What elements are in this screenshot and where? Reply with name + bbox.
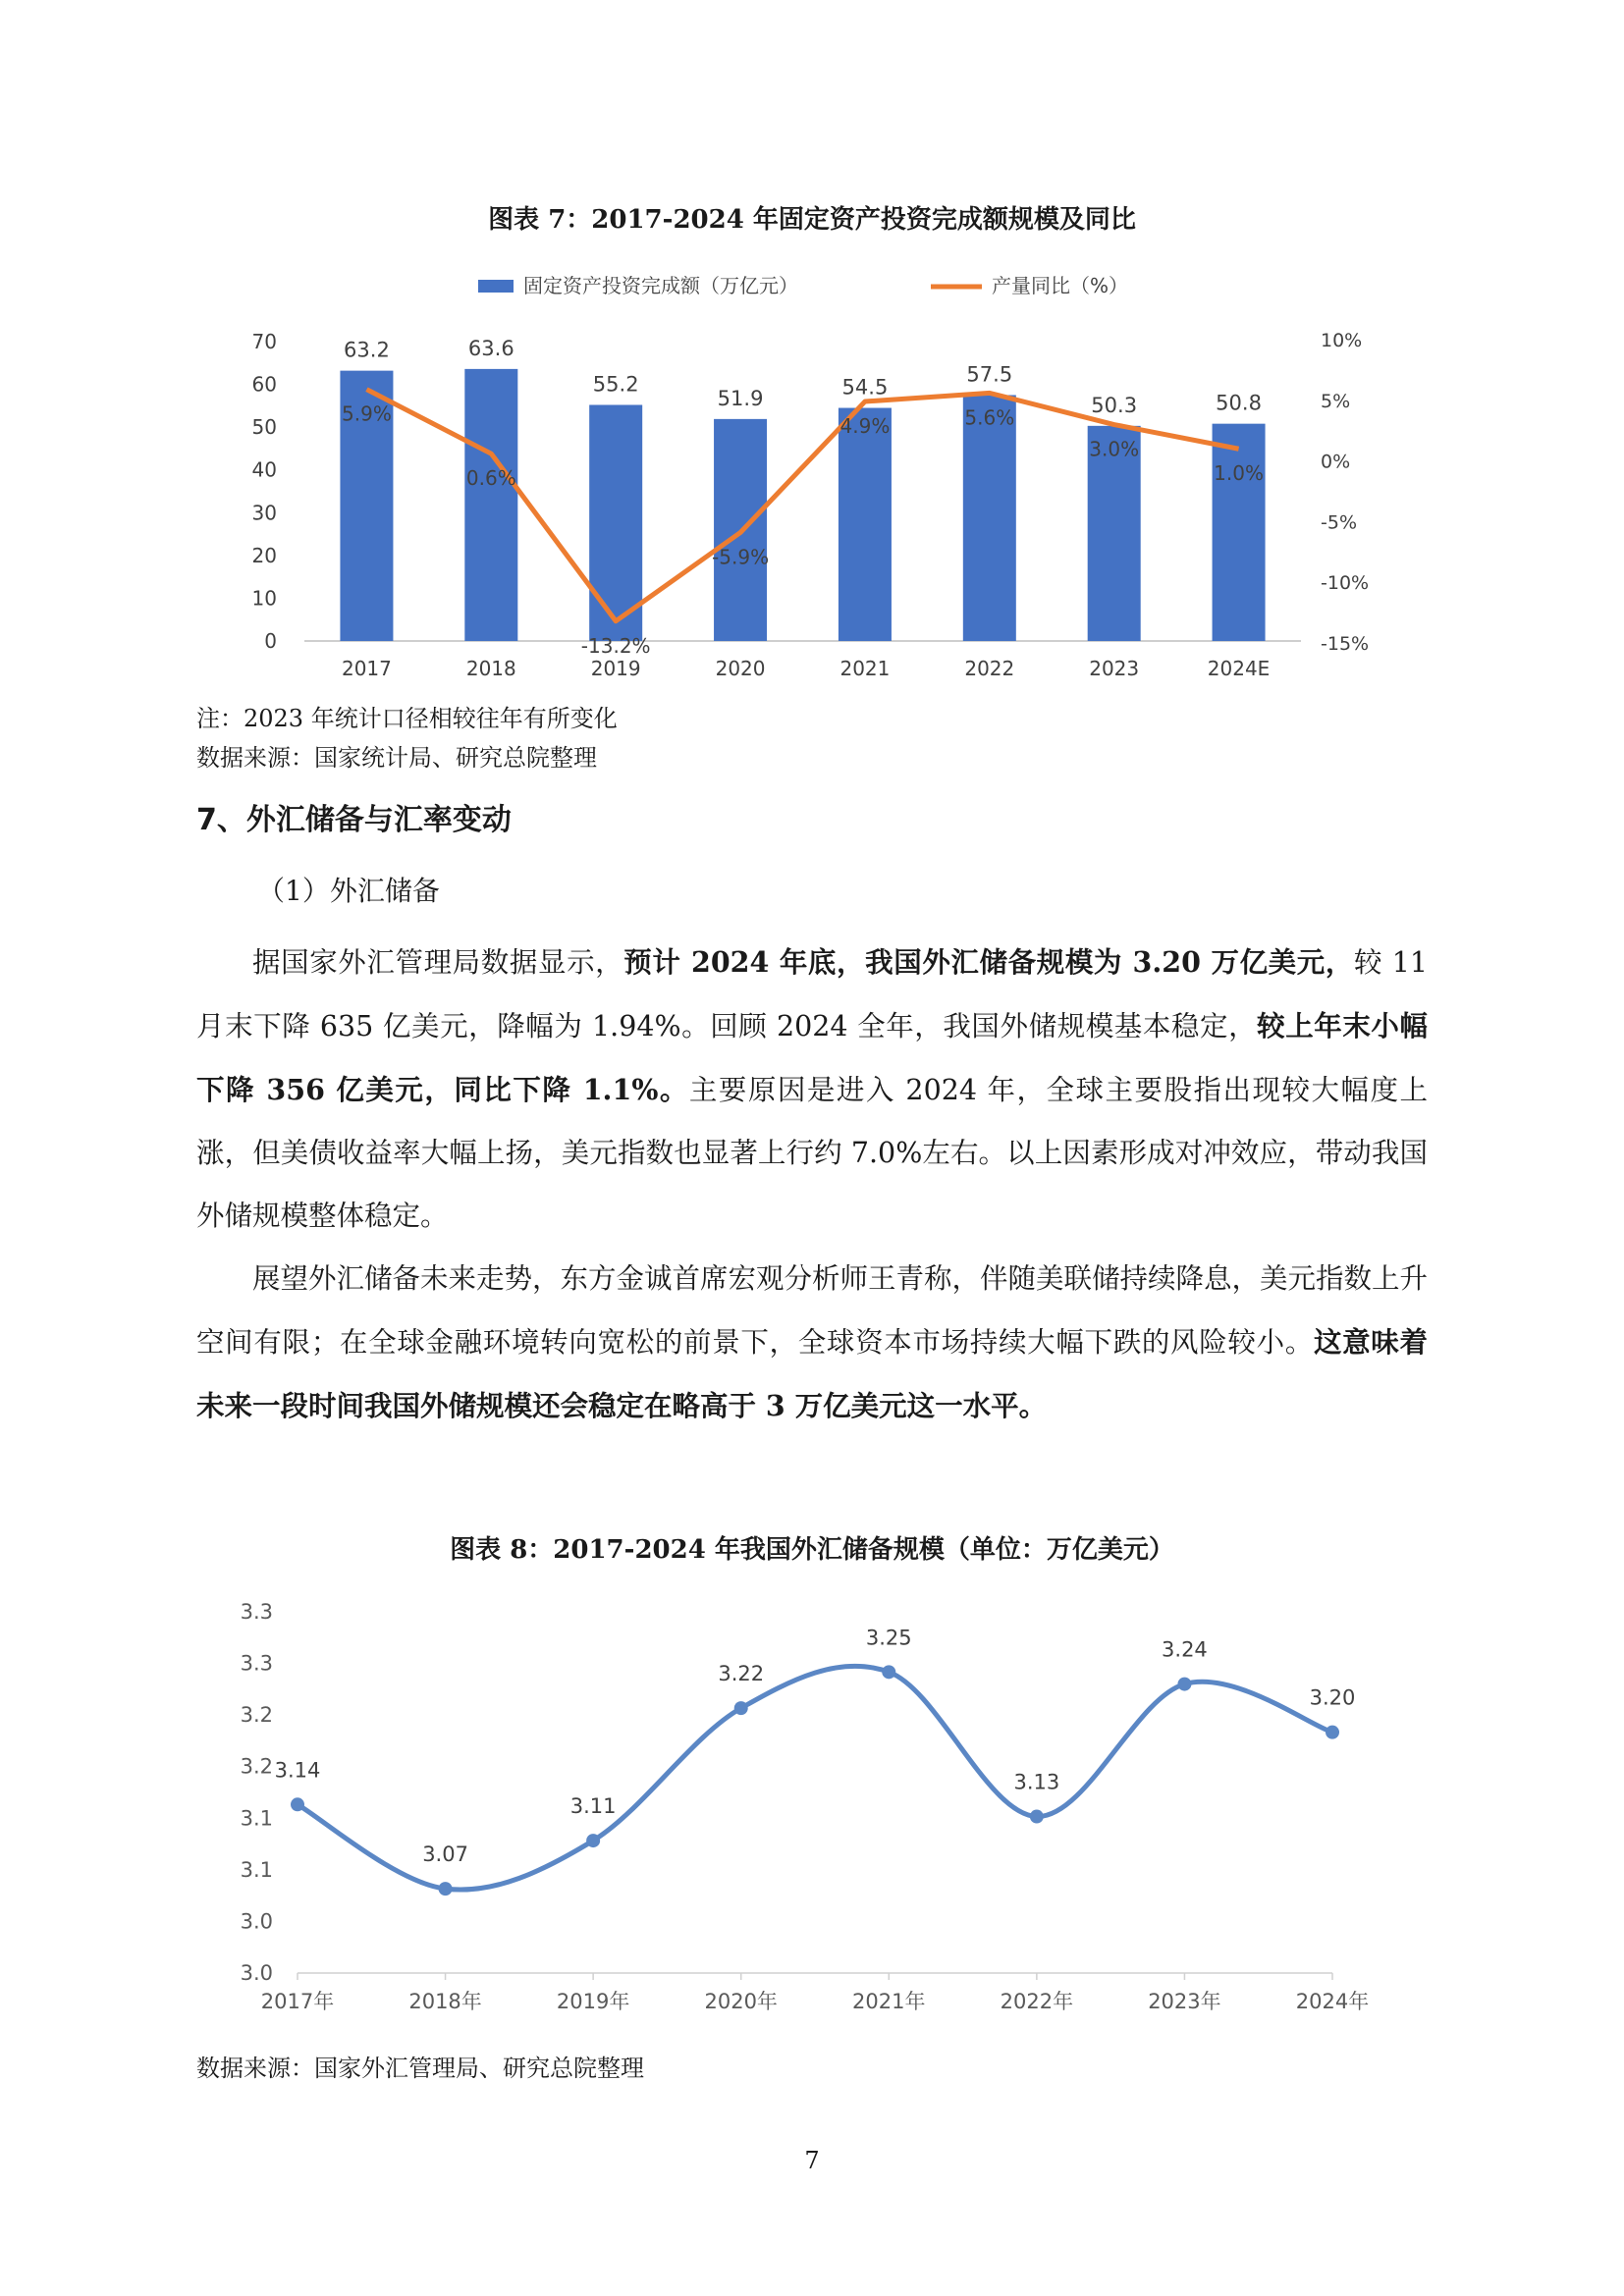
y2-tick-label: 10% <box>1321 330 1363 351</box>
x-tick-label: 2019年 <box>556 1990 630 2013</box>
y2-tick-label: -10% <box>1321 572 1370 595</box>
chart7-investment-chart <box>0 255 1624 697</box>
text-run: 据国家外汇管理局数据显示， <box>252 946 624 979</box>
x-tick-label: 2022年 <box>1000 1990 1074 2013</box>
bar-value-label: 63.6 <box>467 336 514 360</box>
line-value-label: 0.6% <box>465 466 516 491</box>
legend-bar-swatch <box>478 280 514 293</box>
x-tick-label: 2024E <box>1207 657 1271 680</box>
y2-tick-label: 0% <box>1321 451 1351 473</box>
bar-2021 <box>839 408 892 641</box>
bar-value-label: 54.5 <box>841 375 889 400</box>
point-value-label: 3.22 <box>718 1662 765 1686</box>
line-value-label: -13.2% <box>580 633 651 658</box>
point-value-label: 3.11 <box>569 1794 617 1819</box>
legend-line-label: 产量同比（%） <box>992 274 1129 297</box>
bar-value-label: 55.2 <box>592 372 639 397</box>
paragraph-2 <box>196 1248 1428 1438</box>
data-point <box>1326 1726 1339 1739</box>
line-value-label: 1.0% <box>1214 461 1264 486</box>
y-tick-label: 20 <box>251 543 277 567</box>
y-tick-label: 70 <box>251 330 277 353</box>
y-tick-label: 3.0 <box>240 1909 273 1934</box>
line-value-label: 3.0% <box>1089 437 1140 461</box>
section-heading: 7、外汇储备与汇率变动 <box>196 803 512 837</box>
x-tick-label: 2021年 <box>852 1990 926 2013</box>
x-tick-label: 2021 <box>839 657 891 680</box>
text-run: 预计 2024 年底，我国外汇储备规模为 3.20 万亿美元， <box>623 945 1354 979</box>
line-value-label: 5.9% <box>342 401 392 426</box>
x-tick-label: 2019 <box>590 657 641 680</box>
y-tick-label: 3.1 <box>240 1806 273 1831</box>
chart7-note: 注：2023 年统计口径相较往年有所变化 <box>196 705 618 732</box>
y-tick-label: 60 <box>251 372 277 397</box>
y-tick-label: 0 <box>264 629 277 653</box>
bar-value-label: 50.8 <box>1216 391 1262 415</box>
x-tick-label: 2024年 <box>1295 1990 1370 2013</box>
bar-value-label: 51.9 <box>717 386 764 410</box>
point-value-label: 3.20 <box>1309 1685 1356 1710</box>
y-tick-label: 3.3 <box>240 1600 273 1624</box>
section-subheading: （1）外汇储备 <box>257 875 440 907</box>
y-tick-label: 3.2 <box>240 1754 273 1779</box>
x-tick-label: 2023 <box>1089 657 1140 680</box>
y-tick-label: 3.2 <box>240 1703 273 1728</box>
x-tick-label: 2018 <box>465 657 516 680</box>
y-tick-label: 3.0 <box>240 1961 273 1985</box>
point-value-label: 3.24 <box>1162 1637 1208 1662</box>
x-tick-label: 2017 <box>341 657 392 680</box>
bar-2018 <box>464 369 517 641</box>
y-tick-label: 10 <box>251 586 277 611</box>
bar-value-label: 63.2 <box>344 338 390 362</box>
text-run: 较上年末小幅下降 356 亿美元，同比下降 1.1%。 <box>196 1009 1428 1106</box>
data-point <box>1177 1678 1191 1691</box>
y-tick-label: 3.3 <box>240 1651 273 1676</box>
y2-tick-label: -15% <box>1321 633 1370 655</box>
text-run: 展望外汇储备未来走势，东方金诚首席宏观分析师王青称，伴随美联储持续降息，美元指数上升空间有限；在全球金融环境转向宽松的前景下，全球资本市场持续大幅下跌的风险较小。 <box>196 1262 1429 1359</box>
data-point <box>1030 1810 1044 1824</box>
point-value-label: 3.07 <box>422 1842 468 1867</box>
x-tick-label: 2020年 <box>704 1990 778 2013</box>
chart8-fx-reserve-chart <box>0 1580 1624 2022</box>
x-tick-label: 2018年 <box>408 1990 482 2013</box>
line-value-label: 5.6% <box>964 405 1015 430</box>
chart7-source: 数据来源：国家统计局、研究总院整理 <box>196 744 597 772</box>
legend-bar-label: 固定资产投资完成额（万亿元） <box>523 274 798 297</box>
x-tick-label: 2023年 <box>1148 1990 1221 2013</box>
data-point <box>882 1665 895 1679</box>
y2-tick-label: 5% <box>1321 390 1351 412</box>
text-run: 主要原因是进入 2024 年，全球主要股指出现较大幅度上涨，但美债收益率大幅上扬，美元指数也显著上行约 7.0%左右。以上因素形成对冲效应，带动我国外储规模整体稳定。 <box>196 1074 1428 1232</box>
bar-2022 <box>963 395 1016 641</box>
chart7-title: 图表 7：2017-2024 年固定资产投资完成额规模及同比 <box>488 205 1136 235</box>
point-value-label: 3.14 <box>274 1758 321 1783</box>
body-text <box>196 931 1428 1438</box>
text-run: 较 11 月末下降 635 亿美元，降幅为 1.94%。回顾 2024 全年，我国外储规模基本稳定， <box>196 946 1428 1042</box>
bar-2024E <box>1213 424 1266 641</box>
chart8-title: 图表 8：2017-2024 年我国外汇储备规模（单位：万亿美元） <box>450 1535 1174 1565</box>
bar-value-label: 50.3 <box>1091 393 1138 417</box>
page-number: 7 <box>804 2147 820 2174</box>
text-run: 这意味着未来一段时间我国外储规模还会稳定在略高于 3 万亿美元这一水平。 <box>196 1325 1428 1422</box>
paragraph-1 <box>196 931 1428 1248</box>
data-point <box>734 1701 748 1715</box>
y2-tick-label: -5% <box>1321 511 1357 534</box>
line-value-label: -5.9% <box>712 545 770 569</box>
y-tick-label: 3.1 <box>240 1857 273 1882</box>
x-tick-label: 2020 <box>715 657 766 680</box>
y-tick-label: 40 <box>251 457 277 482</box>
data-point <box>439 1882 453 1896</box>
point-value-label: 3.25 <box>865 1626 912 1650</box>
x-tick-label: 2022 <box>964 657 1015 680</box>
data-point <box>586 1834 600 1847</box>
x-tick-label: 2017年 <box>260 1990 335 2013</box>
bar-value-label: 57.5 <box>966 362 1013 387</box>
line-value-label: 4.9% <box>839 414 891 439</box>
point-value-label: 3.13 <box>1013 1770 1060 1794</box>
chart8-source: 数据来源：国家外汇管理局、研究总院整理 <box>196 2055 644 2082</box>
y-tick-label: 30 <box>251 501 277 525</box>
y-tick-label: 50 <box>251 415 277 440</box>
data-point <box>291 1797 304 1811</box>
